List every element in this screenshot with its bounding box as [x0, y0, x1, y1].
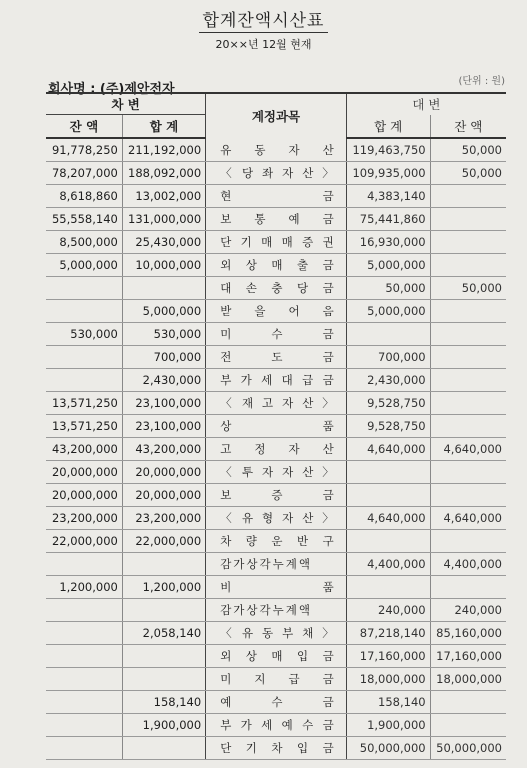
- debit-total-cell: 158,140: [122, 691, 205, 714]
- credit-balance-cell: [430, 392, 506, 415]
- debit-balance-cell: 55,558,140: [46, 208, 122, 231]
- credit-total-cell: 50,000: [346, 277, 430, 300]
- credit-balance-cell: [430, 231, 506, 254]
- account-name-cell: 외 상 매 입 금: [206, 645, 347, 668]
- account-name-cell: 감가상각누계액: [206, 553, 347, 576]
- debit-total-cell: 1,200,000: [122, 576, 205, 599]
- debit-total-cell: 2,430,000: [122, 369, 205, 392]
- table-row: [46, 622, 506, 645]
- table-row: [46, 162, 506, 185]
- credit-total-cell: 4,383,140: [346, 185, 430, 208]
- credit-balance-cell: 50,000: [430, 138, 506, 162]
- account-name-cell: 유 동 자 산: [206, 138, 347, 162]
- credit-total-cell: [346, 530, 430, 553]
- account-name-cell: 〈 유 동 부 채 〉: [206, 622, 347, 645]
- account-name-cell: 외 상 매 출 금: [206, 254, 347, 277]
- credit-balance-cell: [430, 208, 506, 231]
- table-row: [46, 323, 506, 346]
- debit-balance-cell: 91,778,250: [46, 138, 122, 162]
- credit-balance-cell: [430, 300, 506, 323]
- debit-total-cell: 211,192,000: [122, 138, 205, 162]
- debit-balance-cell: 20,000,000: [46, 484, 122, 507]
- debit-balance-cell: 23,200,000: [46, 507, 122, 530]
- debit-total-cell: [122, 645, 205, 668]
- credit-total-cell: 9,528,750: [346, 415, 430, 438]
- document-date: 20××년 12월 현재: [215, 38, 312, 51]
- account-name-cell: 미 수 금: [206, 323, 347, 346]
- account-name-cell: 대 손 충 당 금: [206, 277, 347, 300]
- trial-balance-table: [46, 92, 506, 760]
- table-row: [46, 208, 506, 231]
- credit-balance-cell: [430, 346, 506, 369]
- account-name-cell: 전 도 금: [206, 346, 347, 369]
- debit-total-cell: [122, 277, 205, 300]
- account-name-cell: 예 수 금: [206, 691, 347, 714]
- credit-total-cell: 2,430,000: [346, 369, 430, 392]
- credit-balance-cell: 50,000,000: [430, 737, 506, 760]
- account-name-cell: 감가상각누계액: [206, 599, 347, 622]
- debit-total-header: 합 계: [122, 115, 205, 139]
- account-name-cell: 현 금: [206, 185, 347, 208]
- credit-total-cell: 18,000,000: [346, 668, 430, 691]
- account-name-cell: 보 증 금: [206, 484, 347, 507]
- table-row: [46, 438, 506, 461]
- table-row: [46, 576, 506, 599]
- account-name-cell: 〈 당 좌 자 산 〉: [206, 162, 347, 185]
- credit-total-cell: [346, 461, 430, 484]
- credit-balance-cell: 240,000: [430, 599, 506, 622]
- unit-label: (단위 : 원): [458, 76, 505, 87]
- credit-balance-cell: 50,000: [430, 162, 506, 185]
- debit-balance-cell: 8,618,860: [46, 185, 122, 208]
- debit-total-cell: 2,058,140: [122, 622, 205, 645]
- credit-total-cell: 17,160,000: [346, 645, 430, 668]
- credit-total-cell: 5,000,000: [346, 254, 430, 277]
- credit-total-cell: 50,000,000: [346, 737, 430, 760]
- table-row: [46, 369, 506, 392]
- debit-total-cell: 5,000,000: [122, 300, 205, 323]
- credit-balance-cell: [430, 714, 506, 737]
- credit-balance-cell: [430, 461, 506, 484]
- account-name-cell: 부 가 세 대 급 금: [206, 369, 347, 392]
- credit-total-cell: 4,400,000: [346, 553, 430, 576]
- table-row: [46, 277, 506, 300]
- account-name-cell: 〈 재 고 자 산 〉: [206, 392, 347, 415]
- debit-balance-cell: [46, 369, 122, 392]
- credit-balance-cell: 50,000: [430, 277, 506, 300]
- table-row: [46, 645, 506, 668]
- debit-header: 차 변: [46, 94, 206, 115]
- account-name-cell: 〈 유 형 자 산 〉: [206, 507, 347, 530]
- credit-total-cell: 700,000: [346, 346, 430, 369]
- account-name-cell: 차 량 운 반 구: [206, 530, 347, 553]
- credit-total-cell: 4,640,000: [346, 507, 430, 530]
- account-name-cell: 보 통 예 금: [206, 208, 347, 231]
- credit-balance-cell: 4,640,000: [430, 438, 506, 461]
- credit-total-cell: 158,140: [346, 691, 430, 714]
- debit-total-cell: 20,000,000: [122, 484, 205, 507]
- credit-total-cell: 240,000: [346, 599, 430, 622]
- debit-balance-cell: 1,200,000: [46, 576, 122, 599]
- debit-total-cell: [122, 668, 205, 691]
- table-row: [46, 484, 506, 507]
- account-name-cell: 부 가 세 예 수 금: [206, 714, 347, 737]
- table-row: [46, 392, 506, 415]
- debit-balance-cell: [46, 277, 122, 300]
- account-name-cell: 받 을 어 음: [206, 300, 347, 323]
- debit-total-cell: 43,200,000: [122, 438, 205, 461]
- debit-total-cell: 530,000: [122, 323, 205, 346]
- debit-balance-cell: 530,000: [46, 323, 122, 346]
- credit-balance-cell: [430, 185, 506, 208]
- credit-total-cell: 1,900,000: [346, 714, 430, 737]
- debit-total-cell: [122, 553, 205, 576]
- debit-balance-cell: [46, 300, 122, 323]
- debit-balance-cell: 22,000,000: [46, 530, 122, 553]
- table-row: [46, 415, 506, 438]
- debit-balance-cell: 43,200,000: [46, 438, 122, 461]
- table-row: [46, 530, 506, 553]
- table-row: [46, 231, 506, 254]
- table-row: [46, 346, 506, 369]
- debit-total-cell: 188,092,000: [122, 162, 205, 185]
- credit-balance-cell: [430, 484, 506, 507]
- debit-total-cell: 23,100,000: [122, 392, 205, 415]
- debit-total-cell: 22,000,000: [122, 530, 205, 553]
- credit-balance-cell: [430, 254, 506, 277]
- debit-balance-cell: [46, 668, 122, 691]
- credit-total-cell: 119,463,750: [346, 138, 430, 162]
- debit-total-cell: 1,900,000: [122, 714, 205, 737]
- table-row: [46, 300, 506, 323]
- debit-balance-cell: [46, 622, 122, 645]
- account-header: 계정과목: [206, 94, 347, 138]
- credit-total-cell: 87,218,140: [346, 622, 430, 645]
- debit-total-cell: 23,200,000: [122, 507, 205, 530]
- credit-balance-cell: [430, 530, 506, 553]
- credit-total-header: 합 계: [346, 115, 430, 139]
- credit-balance-cell: 4,400,000: [430, 553, 506, 576]
- credit-balance-cell: [430, 576, 506, 599]
- credit-balance-cell: [430, 369, 506, 392]
- debit-balance-cell: [46, 553, 122, 576]
- account-name-cell: 단 기 매 매 증 권: [206, 231, 347, 254]
- credit-total-cell: [346, 323, 430, 346]
- debit-balance-cell: [46, 737, 122, 760]
- table-row: [46, 691, 506, 714]
- table-row: [46, 138, 506, 162]
- table-row: [46, 714, 506, 737]
- credit-total-cell: [346, 484, 430, 507]
- document-title: 합계잔액시산표: [0, 6, 527, 31]
- debit-total-cell: 131,000,000: [122, 208, 205, 231]
- credit-total-cell: 16,930,000: [346, 231, 430, 254]
- company-name: 회사명 : (주)제안전자: [48, 82, 175, 97]
- debit-total-cell: 20,000,000: [122, 461, 205, 484]
- credit-balance-cell: [430, 323, 506, 346]
- account-name-cell: 비 품: [206, 576, 347, 599]
- debit-total-cell: [122, 737, 205, 760]
- debit-total-cell: 23,100,000: [122, 415, 205, 438]
- table-row: [46, 254, 506, 277]
- debit-total-cell: 13,002,000: [122, 185, 205, 208]
- debit-balance-cell: 5,000,000: [46, 254, 122, 277]
- account-name-cell: 단 기 차 입 금: [206, 737, 347, 760]
- debit-total-cell: [122, 599, 205, 622]
- debit-balance-cell: [46, 714, 122, 737]
- credit-balance-cell: [430, 415, 506, 438]
- table-row: [46, 507, 506, 530]
- credit-header: 대 변: [412, 97, 441, 113]
- credit-balance-cell: 4,640,000: [430, 507, 506, 530]
- credit-balance-cell: 17,160,000: [430, 645, 506, 668]
- credit-total-cell: 109,935,000: [346, 162, 430, 185]
- debit-balance-cell: 13,571,250: [46, 392, 122, 415]
- account-name-cell: 고 정 자 산: [206, 438, 347, 461]
- account-name-cell: 〈 투 자 자 산 〉: [206, 461, 347, 484]
- credit-total-cell: [346, 576, 430, 599]
- credit-balance-cell: 18,000,000: [430, 668, 506, 691]
- table-row: [46, 599, 506, 622]
- table-row: [46, 185, 506, 208]
- credit-total-cell: 4,640,000: [346, 438, 430, 461]
- debit-balance-cell: [46, 645, 122, 668]
- debit-balance-header: 잔 액: [46, 115, 122, 139]
- credit-balance-cell: [430, 691, 506, 714]
- debit-balance-cell: 78,207,000: [46, 162, 122, 185]
- debit-balance-cell: [46, 691, 122, 714]
- debit-total-cell: 700,000: [122, 346, 205, 369]
- table-row: [46, 553, 506, 576]
- debit-balance-cell: [46, 599, 122, 622]
- debit-total-cell: 25,430,000: [122, 231, 205, 254]
- credit-balance-cell: 85,160,000: [430, 622, 506, 645]
- table-row: [46, 737, 506, 760]
- debit-total-cell: 10,000,000: [122, 254, 205, 277]
- debit-balance-cell: 20,000,000: [46, 461, 122, 484]
- account-name-cell: 미 지 급 금: [206, 668, 347, 691]
- debit-balance-cell: [46, 346, 122, 369]
- credit-total-cell: 9,528,750: [346, 392, 430, 415]
- credit-balance-header: 잔 액: [430, 115, 506, 139]
- debit-balance-cell: 8,500,000: [46, 231, 122, 254]
- table-row: [46, 461, 506, 484]
- table-row: [46, 668, 506, 691]
- debit-balance-cell: 13,571,250: [46, 415, 122, 438]
- account-name-cell: 상 품: [206, 415, 347, 438]
- credit-total-cell: 5,000,000: [346, 300, 430, 323]
- credit-total-cell: 75,441,860: [346, 208, 430, 231]
- table-body: [46, 138, 506, 760]
